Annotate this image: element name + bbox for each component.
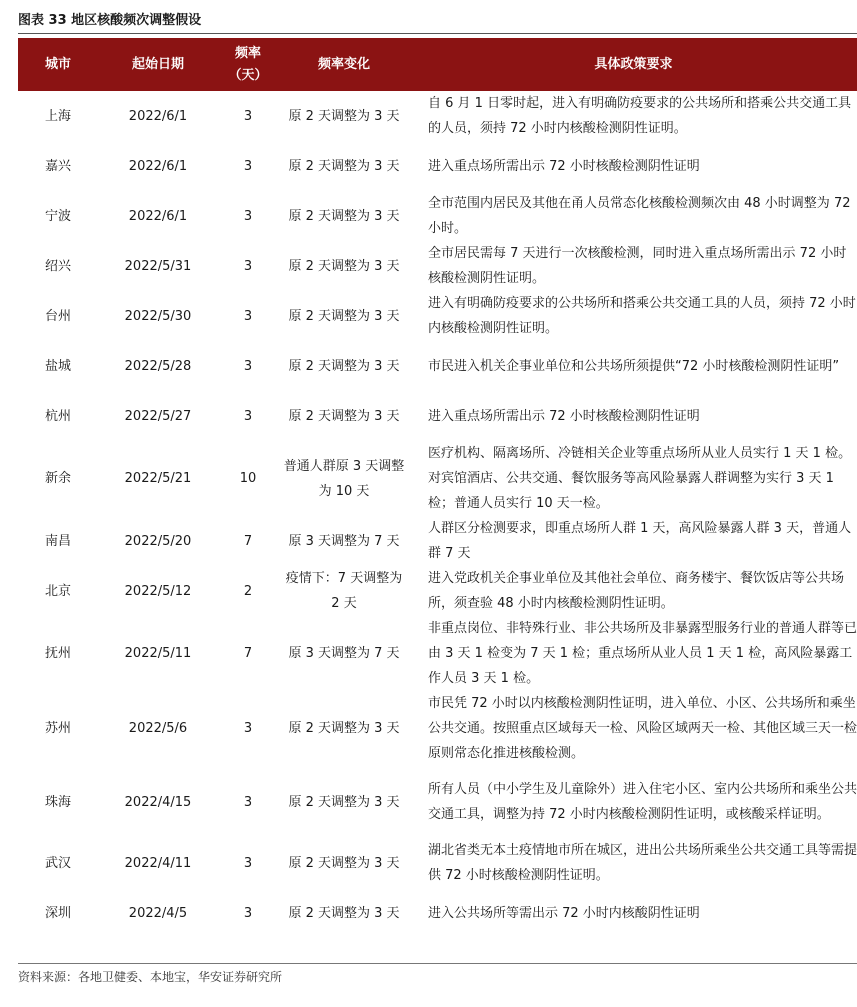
cell-change: 疫情下：7 天调整为 2 天 [285,571,403,611]
title-divider [18,33,857,34]
table-row [18,691,857,766]
cell-city: 杭州 [44,408,71,424]
header-policy: 具体政策要求 [594,56,673,72]
cell-date: 2022/5/11 [124,646,192,661]
cell-date: 2022/5/28 [124,358,192,374]
cell-city: 深圳 [44,905,71,921]
cell-date: 2022/6/1 [128,108,188,124]
cell-change: 原 2 天调整为 3 天 [288,108,400,124]
table-row [18,241,857,291]
table-row [18,516,857,566]
cell-frequency: 3 [243,108,253,124]
cell-change: 原 2 天调整为 3 天 [288,358,400,374]
cell-date: 2022/5/27 [124,408,192,424]
table-header-row [18,38,857,91]
cell-date: 2022/4/11 [124,855,192,871]
cell-policy: 进入有明确防疫要求的公共场所和搭乘公共交通工具的人员，须持 72 小时内核酸检测阴性证明。 [428,296,856,336]
cell-policy: 进入公共场所等需出示 72 小时内核酸阴性证明 [428,905,700,921]
cell-frequency: 3 [243,208,253,224]
table-row [18,441,857,516]
cell-date: 2022/6/1 [128,158,188,174]
header-frequency-change: 频率变化 [317,56,370,72]
table-row [18,616,857,691]
cell-frequency: 3 [243,308,253,324]
table-row [18,391,857,441]
cell-frequency: 7 [243,533,253,549]
cell-policy: 人群区分检测要求，即重点场所人群 1 天，高风险暴露人群 3 天，普通人群 7 天 [428,521,852,561]
cell-change: 原 2 天调整为 3 天 [288,794,400,810]
table-row [18,566,857,616]
cell-change: 原 2 天调整为 3 天 [288,905,400,921]
cell-frequency: 2 [243,583,253,599]
cell-city: 盐城 [44,358,71,374]
header-city: 城市 [44,56,71,72]
source-note: 资料来源：各地卫健委、本地宝，华安证券研究所 [18,970,283,984]
cell-change: 原 2 天调整为 3 天 [288,721,400,736]
cell-date: 2022/5/30 [124,308,192,324]
header-start-date: 起始日期 [131,56,184,72]
cell-date: 2022/5/6 [128,721,188,736]
cell-city: 武汉 [44,855,71,871]
cell-policy: 市民进入机关企事业单位和公共场所须提供“72 小时核酸检测阴性证明” [428,358,840,374]
cell-city: 嘉兴 [44,158,71,174]
cell-date: 2022/4/5 [128,905,188,921]
cell-change: 原 3 天调整为 7 天 [288,533,400,549]
table-row [18,191,857,241]
cell-policy: 进入重点场所需出示 72 小时核酸检测阴性证明 [428,408,700,424]
cell-city: 绍兴 [44,258,71,274]
table-row [18,838,857,888]
cell-frequency: 3 [243,358,253,374]
cell-date: 2022/5/20 [124,533,192,549]
cell-change: 原 2 天调整为 3 天 [288,308,400,324]
cell-city: 珠海 [44,794,71,810]
table-row [18,141,857,191]
cell-frequency: 7 [243,646,253,661]
cell-policy: 全市范围内居民及其他在甬人员常态化核酸检测频次由 48 小时调整为 72 小时。 [428,196,851,236]
table-row [18,766,857,838]
cell-city: 新余 [44,471,71,486]
cell-policy: 市民凭 72 小时以内核酸检测阴性证明，进入单位、小区、公共场所和乘坐公共交通。按照重点区域每天一检、风险区域两天一检、其他区域三天一检原则常态化推进核酸检测。 [428,696,857,761]
header-frequency-line2: （天） [228,67,268,83]
cell-change: 原 2 天调整为 3 天 [288,158,400,174]
cell-city: 南昌 [44,533,71,549]
cell-city: 上海 [44,108,71,124]
cell-frequency: 3 [243,905,253,921]
cell-change: 原 2 天调整为 3 天 [288,258,400,274]
cell-date: 2022/5/21 [124,471,192,486]
cell-frequency: 3 [243,855,253,871]
cell-city: 苏州 [44,721,71,736]
cell-frequency: 3 [243,258,253,274]
cell-frequency: 3 [243,794,253,810]
table-row [18,91,857,141]
header-frequency-line1: 频率 [234,45,261,61]
cell-city: 抚州 [44,646,71,661]
cell-policy: 非重点岗位、非特殊行业、非公共场所及非暴露型服务行业的普通人群等已由 3 天 1 检变为 7 天 1 检；重点场所从业人员 1 天 1 检，高风险暴露工作人员 3 天 1 检。 [428,621,857,686]
table-row [18,341,857,391]
cell-frequency: 3 [243,721,253,736]
cell-change: 原 2 天调整为 3 天 [288,208,400,224]
cell-policy: 医疗机构、隔离场所、冷链相关企业等重点场所从业人员实行 1 天 1 检。对宾馆酒店、公共交通、餐饮服务等高风险暴露人群调整为实行 3 天 1 检；普通人员实行 10 天一检。 [428,446,852,511]
header-frequency [218,38,278,91]
table-row [18,888,857,938]
cell-policy: 所有人员（中小学生及儿童除外）进入住宅小区、室内公共场所和乘坐公共交通工具，调整为持 72 小时内核酸检测阴性证明，或核酸采样证明。 [428,782,857,822]
cell-change: 原 2 天调整为 3 天 [288,408,400,424]
cell-policy: 全市居民需每 7 天进行一次核酸检测，同时进入重点场所需出示 72 小时核酸检测阴性证明。 [428,246,847,286]
cell-date: 2022/6/1 [128,208,188,224]
table-row [18,291,857,341]
cell-change: 原 3 天调整为 7 天 [288,646,400,661]
cell-city: 北京 [44,583,71,599]
cell-date: 2022/4/15 [124,794,192,810]
cell-policy: 进入重点场所需出示 72 小时核酸检测阴性证明 [428,158,700,174]
cell-frequency: 3 [243,408,253,424]
cell-date: 2022/5/31 [124,258,192,274]
cell-change: 原 2 天调整为 3 天 [288,855,400,871]
cell-policy: 进入党政机关企事业单位及其他社会单位、商务楼宇、餐饮饭店等公共场所，须查验 48 小时内核酸检测阴性证明。 [428,571,845,611]
cell-date: 2022/5/12 [124,583,192,599]
cell-frequency: 10 [239,471,257,486]
cell-city: 台州 [44,308,71,324]
figure-title: 图表 33 地区核酸频次调整假设 [18,13,202,28]
cell-change: 普通人群原 3 天调整为 10 天 [283,458,405,499]
policy-table [18,38,857,938]
cell-policy: 湖北省类无本土疫情地市所在城区，进出公共场所乘坐公共交通工具等需提供 72 小时核酸检测阴性证明。 [428,843,857,883]
cell-policy: 自 6 月 1 日零时起，进入有明确防疫要求的公共场所和搭乘公共交通工具的人员，须持 72 小时内核酸检测阴性证明。 [428,96,852,136]
cell-city: 宁波 [44,208,71,224]
cell-frequency: 3 [243,158,253,174]
source-divider [18,963,857,964]
